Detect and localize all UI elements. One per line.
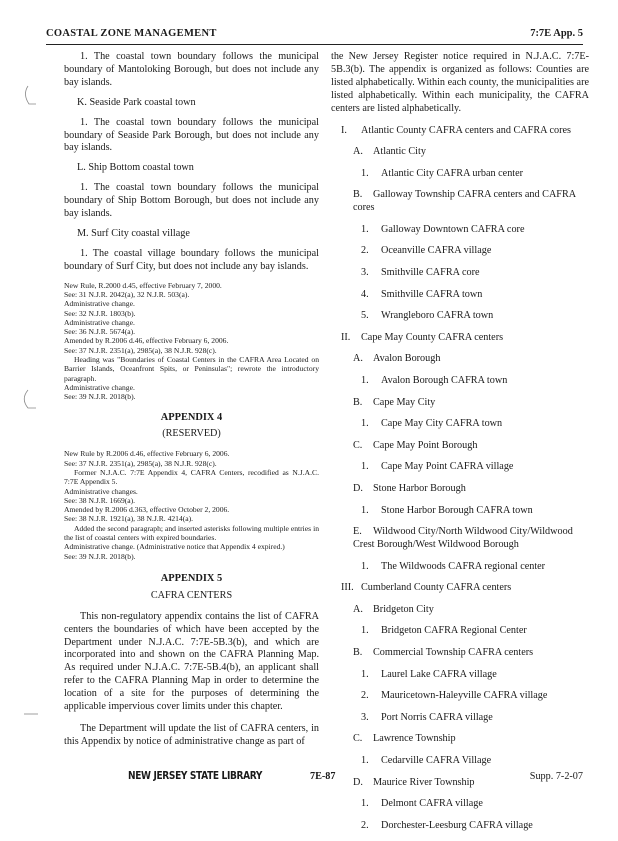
outline-item-text: Cedarville CAFRA Village — [381, 754, 492, 766]
outline-item-text: Cape May Point Borough — [373, 439, 478, 451]
outline-item-number: 1. — [361, 504, 369, 516]
outline-item-number: 1. — [361, 374, 369, 386]
outline-item-text: Bridgeton CAFRA Regional Center — [381, 625, 527, 637]
outline-item-text: Avalon Borough — [373, 353, 441, 365]
body-paragraph: 1. The coastal town boundary follows the municipal boundary of Seaside Park Borough, but does not include any bay islands. — [64, 116, 319, 154]
margin-bracket-mark — [22, 84, 44, 110]
outline-item-text: Smithville CAFRA core — [381, 267, 480, 278]
outline-item-text: Wrangleboro CAFRA town — [381, 310, 494, 322]
outline-item-text: Smithville CAFRA town — [381, 288, 483, 300]
outline-item-text: Dorchester-Leesburg CAFRA village — [381, 819, 533, 831]
outline-item-text: Stone Harbor Borough CAFRA town — [381, 504, 533, 516]
body-paragraph: the New Jersey Register notice required in N.J.A.C. 7:7E-5B.3(b). The appendix is organized as follows: Counties are listed alphabetically. Within each county, the municipalities are listed alphabetically. Within each municipality, the CAFRA centers are listed alphabetically. — [331, 51, 589, 114]
outline-item-number: E. — [353, 526, 362, 538]
margin-bracket-mark — [20, 388, 42, 414]
appendix-4-title: APPENDIX 4 — [160, 411, 223, 423]
history-note: Added the second paragraph; and inserted asterisks following multiple entries in the list of coastal centers with expired boundaries. — [64, 523, 319, 543]
outline-item — [361, 712, 589, 725]
margin-dash-mark — [22, 710, 42, 718]
outline-item — [353, 353, 589, 366]
outline-item — [361, 310, 589, 323]
outline-item-number: 2. — [361, 819, 369, 831]
outline-item — [361, 461, 589, 474]
outline-item-number: C. — [353, 733, 363, 745]
body-paragraph: The Department will update the list of CAFRA centers, in this Appendix by notice of administrative change as part of — [64, 722, 319, 747]
outline-item-text: Galloway Township CAFRA centers and CAFRA cores — [353, 189, 576, 214]
outline-item-number: 2. — [361, 690, 369, 702]
outline-item-number: B. — [353, 189, 363, 201]
section-heading: M. Surf City coastal village — [77, 227, 190, 239]
outline-item-number: B. — [353, 396, 363, 408]
history-line: See: 31 N.J.R. 2042(a), 32 N.J.R. 503(a). — [64, 289, 190, 299]
outline-item — [353, 189, 589, 215]
outline-item-number: 1. — [361, 167, 369, 179]
section-heading: L. Ship Bottom coastal town — [77, 162, 194, 174]
outline-item — [361, 224, 589, 237]
outline-item-text: Delmont CAFRA village — [381, 798, 483, 810]
history-line: Administrative change. — [64, 382, 135, 392]
history-line: New Rule by R.2006 d.46, effective February 6, 2006. — [64, 449, 230, 459]
outline-item-number: 1. — [361, 418, 369, 430]
outline-item-number: D. — [353, 776, 363, 788]
body-paragraph: 1. The coastal village boundary follows the municipal boundary of Surf City, but does not include any bay islands. — [64, 247, 319, 272]
page-number: 7E-87 — [310, 771, 336, 782]
outline-item — [361, 798, 589, 811]
history-line: Administrative changes. — [64, 486, 138, 496]
history-note-block — [64, 449, 319, 561]
outline-item-number: 4. — [361, 288, 369, 300]
outline-item — [353, 526, 589, 552]
outline-item-number: I. — [341, 124, 347, 136]
body-paragraph: 1. The coastal town boundary follows the municipal boundary of Ship Bottom Borough, but does not include any bay islands. — [64, 182, 319, 220]
outline-item-number: 1. — [361, 625, 369, 637]
history-line: Amended by R.2006 d.46, effective February 6, 2006. — [64, 336, 229, 346]
outline-item — [341, 582, 589, 595]
outline-item-text: Bridgeton City — [373, 603, 434, 615]
outline-item — [353, 397, 589, 410]
history-line: Administrative change. — [64, 299, 135, 309]
outline-item — [361, 289, 589, 302]
outline-item-number: 1. — [361, 668, 369, 680]
history-line: Administrative change. — [64, 317, 135, 327]
outline-item-text: Cape May City CAFRA town — [381, 418, 503, 430]
history-note: Former N.J.A.C. 7:7E Appendix 4, CAFRA Centers, recodified as N.J.A.C. 7:7E Appendix 5. — [64, 467, 319, 487]
outline-item-number: 2. — [361, 245, 369, 257]
history-line: Administrative change. (Administrative notice that Appendix 4 expired.) — [64, 542, 285, 552]
history-line: See: 36 N.J.R. 5674(a). — [64, 327, 136, 337]
outline-item-text: Lawrence Township — [373, 733, 456, 745]
outline-item — [361, 418, 589, 431]
library-stamp: NEW JERSEY STATE LIBRARY — [128, 770, 263, 782]
history-line: See: 39 N.J.R. 2018(b). — [64, 551, 136, 561]
outline-item-number: C. — [353, 439, 363, 451]
outline-item-text: Atlantic City — [373, 146, 426, 158]
outline-item — [361, 755, 589, 768]
history-line: See: 39 N.J.R. 2018(b). — [64, 392, 136, 402]
outline-item — [361, 168, 589, 181]
outline-item — [361, 690, 589, 703]
supplement-date: Supp. 7-2-07 — [529, 771, 583, 782]
outline-item-text: Maurice River Township — [373, 776, 475, 788]
outline-item-number: B. — [353, 647, 363, 658]
outline-item — [341, 332, 589, 345]
left-column — [64, 51, 319, 756]
outline-item — [361, 375, 589, 388]
outline-item-text: Cape May City — [373, 396, 436, 408]
outline-item-number: II. — [341, 331, 351, 343]
section-heading: K. Seaside Park coastal town — [77, 96, 196, 108]
outline-item-number: A. — [353, 603, 363, 615]
appendix-5-title: APPENDIX 5 — [160, 572, 223, 584]
outline-item — [361, 625, 589, 638]
outline-item — [353, 146, 589, 159]
history-line: See: 38 N.J.R. 1669(a). — [64, 495, 136, 505]
appendix-5-subtitle: CAFRA CENTERS — [150, 589, 233, 601]
outline-item-number: 5. — [361, 310, 369, 322]
outline-item-number: A. — [353, 353, 363, 365]
history-line: See: 37 N.J.R. 2351(a), 2985(a), 38 N.J.R. 928(c). — [64, 458, 217, 468]
outline-item-text: Cape May County CAFRA centers — [361, 331, 504, 343]
outline-item — [361, 505, 589, 518]
outline-item-text: Stone Harbor Borough — [373, 482, 466, 494]
outline-item-text: The Wildwoods CAFRA regional center — [381, 560, 546, 572]
header-section-number: 7:7E App. 5 — [530, 28, 583, 39]
outline-item-text: Wildwood City/North Wildwood City/Wildwood Crest Borough/West Wildwood Borough — [353, 526, 573, 551]
page-footer — [46, 770, 583, 786]
outline-item — [341, 125, 589, 138]
outline-item — [353, 733, 589, 746]
appendix-4-subtitle: (RESERVED) — [162, 428, 221, 440]
outline-item-number: 3. — [361, 711, 369, 723]
outline-item-text: Avalon Borough CAFRA town — [381, 374, 508, 386]
outline-item-number: D. — [353, 482, 363, 494]
outline-item — [361, 245, 589, 258]
history-line: See: 38 N.J.R. 1921(a), 38 N.J.R. 4214(a). — [64, 514, 194, 524]
outline-item-number: 3. — [361, 267, 369, 278]
outline-item — [361, 267, 589, 280]
body-paragraph: This non-regulatory appendix contains the list of CAFRA centers the boundaries of which have been accepted by the Department under N.J.A.C. 7:7E-5B.3(b), and which are incorporated into and shown on the CAFRA Planning Map. As required under N.J.A.C. 7:7E-5B.4(b), an applicant shall refer to the CAFRA Planning Map in order to determine the location of a site for the purposes of determining the applicable impervious cover limits under this chapter. — [64, 610, 319, 713]
history-line: New Rule, R.2000 d.45, effective February 7, 2000. — [64, 280, 222, 290]
running-header — [46, 28, 583, 45]
outline-item-text: Atlantic City CAFRA urban center — [381, 167, 524, 179]
outline-item-number: A. — [353, 146, 363, 158]
outline-item-text: Cape May Point CAFRA village — [381, 461, 514, 473]
outline-item-number: 1. — [361, 560, 369, 572]
outline-item-text: Cumberland County CAFRA centers — [361, 582, 512, 594]
outline-item-number: 1. — [361, 754, 369, 766]
outline-item-number: 1. — [361, 798, 369, 810]
outline-item-text: Commercial Township CAFRA centers — [373, 647, 534, 658]
outline-item-text: Oceanville CAFRA village — [381, 245, 492, 257]
outline-item-number: III. — [341, 582, 354, 594]
history-line: See: 37 N.J.R. 2351(a), 2985(a), 38 N.J.R. 928(c). — [64, 345, 217, 355]
outline-item — [353, 647, 589, 660]
body-paragraph: 1. The coastal town boundary follows the municipal boundary of Mantoloking Borough, but does not include any bay islands. — [64, 51, 319, 88]
history-note-block — [64, 281, 319, 402]
outline-item-text: Atlantic County CAFRA centers and CAFRA cores — [361, 124, 571, 136]
history-line: Amended by R.2006 d.363, effective October 2, 2006. — [64, 505, 230, 515]
outline-item — [361, 561, 589, 574]
outline-item-number: 1. — [361, 461, 369, 473]
outline-item — [353, 604, 589, 617]
outline-item-text: Laurel Lake CAFRA village — [381, 668, 497, 680]
outline-item-text: Mauricetown-Haleyville CAFRA village — [381, 690, 548, 702]
history-line: See: 32 N.J.R. 1803(b). — [64, 308, 136, 318]
outline-item-text: Port Norris CAFRA village — [381, 711, 493, 723]
outline-item — [361, 669, 589, 682]
history-note: Heading was "Boundaries of Coastal Centers in the CAFRA Area Located on Barrier Islands, Oceanfront Spits, or Peninsulas"; rewrote the introductory paragraph. — [64, 355, 319, 383]
outline-item — [353, 483, 589, 496]
outline-item-text: Galloway Downtown CAFRA core — [381, 223, 525, 235]
outline-item — [361, 820, 589, 833]
outline-item — [353, 440, 589, 453]
right-column — [331, 51, 589, 841]
outline-item-number: 1. — [361, 223, 369, 235]
cafra-centers-outline — [331, 125, 589, 833]
header-title: COASTAL ZONE MANAGEMENT — [46, 28, 217, 39]
